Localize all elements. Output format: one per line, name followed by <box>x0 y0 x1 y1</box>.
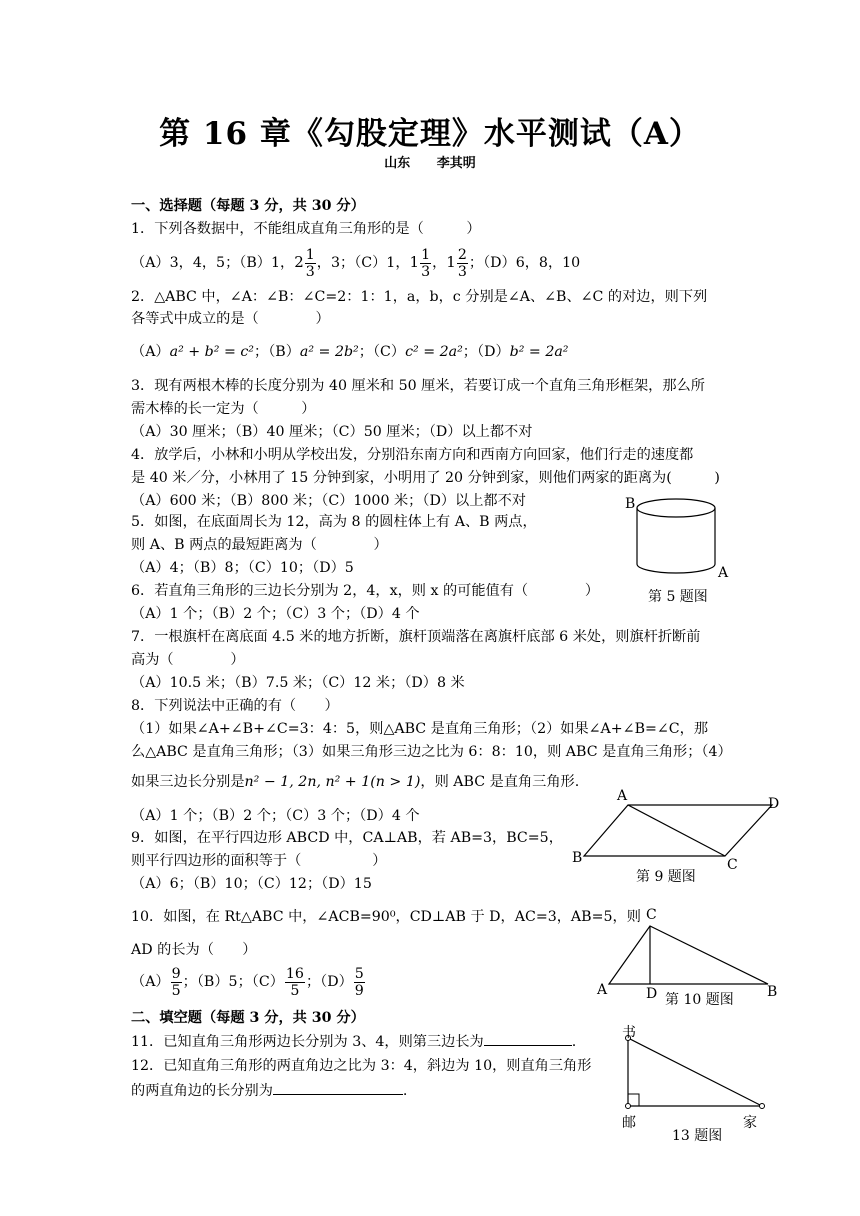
q8-line4 <box>131 772 579 792</box>
cylinder-figure <box>630 494 730 580</box>
q4-line1: 4．放学后，小林和小明从学校出发，分别沿东南方向和西南方向回家，他们行走的速度都 <box>131 447 694 463</box>
q2-opt-c: ；（C） <box>358 344 406 360</box>
q1-options <box>131 245 580 280</box>
fig10-label-c: C <box>646 907 657 923</box>
q12-answer-blank[interactable] <box>273 1080 403 1095</box>
q10-frac-c <box>285 966 305 999</box>
q1-frac3 <box>457 247 468 280</box>
q5-line3: （A）4；（B）8；（C）10；（D）5 <box>131 560 354 576</box>
q10-num-a: 9 <box>171 965 181 982</box>
q12-end: . <box>402 1083 408 1099</box>
q9-line1: 9．如图，在平行四边形 ABCD 中，CA⊥AB，若 AB=3，BC=5， <box>131 830 563 846</box>
q10-opt-d: ；（D） <box>305 974 353 990</box>
q4-line3: （A）600 米；（B）800 米；（C）1000 米；（D）以上都不对 <box>131 493 526 509</box>
q6-line2: （A）1 个；（B）2 个；（C）3 个；（D）4 个 <box>131 606 420 622</box>
q9-line2: 则平行四边形的面积等于（ ） <box>131 853 387 869</box>
q10-num-c: 16 <box>285 965 304 982</box>
q1-mid2: ， <box>432 255 447 271</box>
q5-line2: 则 A、B 两点的最短距离为（ ） <box>131 537 388 553</box>
q1-frac1 <box>305 247 316 280</box>
fig10-label-b: B <box>767 984 778 1000</box>
q5-line1: 5．如图，在底面周长为 12，高为 8 的圆柱体上有 A、B 两点， <box>131 514 537 530</box>
q11-end: . <box>571 1034 577 1050</box>
q10-line1: 10．如图，在 Rt△ABC 中，∠ACB=90⁰，CD⊥AB 于 D，AC=3，AB=5，则 <box>131 909 641 925</box>
q2-opt-b: ；（B） <box>254 344 300 360</box>
q8-line1: 8．下列说法中正确的有（ ） <box>131 698 339 714</box>
q11-text: 11．已知直角三角形两边长分别为 3、4，则第三边长为 <box>131 1034 484 1050</box>
q1-mid1: ，3；（C）1， <box>316 255 410 271</box>
fig5-caption: 第 5 题图 <box>648 589 708 605</box>
q1-whole1: 2 <box>294 253 304 271</box>
q10-opt-a: （A） <box>131 974 170 990</box>
q12-text: 的两直角边的长分别为 <box>131 1083 273 1099</box>
q1-frac2 <box>420 247 431 280</box>
map-triangle-figure <box>622 1034 772 1110</box>
q10-den-a: 5 <box>171 982 181 999</box>
q10-num-d: 5 <box>354 965 364 982</box>
parallelogram-figure <box>580 795 780 865</box>
fig10-label-a: A <box>597 982 608 998</box>
section-choice-heading: 一、选择题（每题 3 分，共 30 分） <box>131 198 365 214</box>
q2-line2: 各等式中成立的是（ ） <box>131 311 330 327</box>
q10-den-c: 5 <box>290 982 300 999</box>
fig9-label-c: C <box>727 857 738 873</box>
right-triangle-figure <box>605 922 775 986</box>
q10-opt-b: ；（B）5；（C） <box>182 974 284 990</box>
page-title: 第 16 章《勾股定理》水平测试（A） <box>159 116 701 152</box>
fig10-label-d: D <box>646 986 658 1002</box>
q2-expr-a: a² + b² = c² <box>169 344 254 360</box>
q8-line3: 么△ABC 是直角三角形；（3）如果三角形三边之比为 6：8：10，则 ABC 是直角三角形；（4） <box>131 744 732 760</box>
q6-line1: 6．若直角三角形的三边长分别为 2，4，x，则 x 的可能值有（ ） <box>131 583 600 599</box>
q2-options <box>131 342 569 362</box>
fig9-caption: 第 9 题图 <box>636 869 696 885</box>
q1-num2: 1 <box>421 246 431 263</box>
q10-frac-a <box>171 966 182 999</box>
q3-line2: 需木棒的长一定为（ ） <box>131 401 316 417</box>
q1-whole3: 1 <box>446 253 456 271</box>
q1-den1: 3 <box>305 263 315 280</box>
q4-line2: 是 40 米／分，小林用了 15 分钟到家，小明用了 20 分钟到家，则他们两家的距离为( ) <box>131 470 720 486</box>
q1-num3: 2 <box>457 246 467 263</box>
q2-opt-d: ；（D） <box>462 344 510 360</box>
q10-den-d: 9 <box>354 982 364 999</box>
q1-opt-text: （A）3，4，5；（B）1， <box>131 255 295 271</box>
author: 山东 李其明 <box>384 156 476 171</box>
q7-line3: （A）10.5 米；（B）7.5 米；（C）12 米；（D）8 米 <box>131 675 465 691</box>
q8-line5: （A）1 个；（B）2 个；（C）3 个；（D）4 个 <box>131 808 420 824</box>
q11-answer-blank[interactable] <box>484 1031 572 1046</box>
fig5-label-a: A <box>718 565 729 581</box>
q1-stem: 1．下列各数据中，不能组成直角三角形的是（ ） <box>131 221 481 237</box>
q1-den3: 3 <box>457 263 467 280</box>
q11-line <box>131 1031 576 1052</box>
q9-line3: （A）6；（B）10；（C）12；（D）15 <box>131 876 372 892</box>
fig13-label-top: 书 <box>622 1025 636 1041</box>
q10-options <box>131 964 366 1000</box>
fig10-caption: 第 10 题图 <box>665 992 734 1008</box>
fig9-label-b: B <box>572 850 583 866</box>
q8-line4b: ，则 ABC 是直角三角形. <box>420 774 580 790</box>
fig9-label-d: D <box>768 796 780 812</box>
q1-whole2: 1 <box>409 253 420 271</box>
q2-line1: 2．△ABC 中，∠A：∠B：∠C=2：1：1，a，b，c 分别是∠A、∠B、∠C 的对边，则下列 <box>131 289 708 305</box>
q7-line1: 7．一根旗杆在离底面 4.5 米的地方折断，旗杆顶端落在离旗杆底部 6 米处，则旗杆折断前 <box>131 629 701 645</box>
fig13-label-left: 邮 <box>622 1115 636 1131</box>
q1-num1: 1 <box>305 246 315 263</box>
q12-line1: 12．已知直角三角形的两直角边之比为 3：4，斜边为 10，则直角三角形 <box>131 1058 592 1074</box>
q3-line3: （A）30 厘米；（B）40 厘米；（C）50 厘米；（D）以上都不对 <box>131 424 533 440</box>
fig5-label-b: B <box>625 496 636 512</box>
q8-line4a: 如果三边长分别是 <box>131 774 245 790</box>
q2-expr-d: b² = 2a² <box>509 344 569 360</box>
q10-line2: AD 的长为（ ） <box>131 942 257 958</box>
q8-line2: （1）如果∠A+∠B+∠C=3：4：5，则△ABC 是直角三角形；（2）如果∠A+∠B=∠C，那 <box>131 721 709 737</box>
q7-line2: 高为（ ） <box>131 652 245 668</box>
q1-den2: 3 <box>421 263 431 280</box>
q3-line1: 3．现有两根木棒的长度分别为 40 厘米和 50 厘米，若要订成一个直角三角形框架，那么所 <box>131 378 705 394</box>
q10-frac-d <box>354 966 365 999</box>
q2-expr-c: c² = 2a² <box>405 344 463 360</box>
q1-end: ；（D）6，8，10 <box>468 255 581 271</box>
fig9-label-a: A <box>617 788 628 804</box>
fig13-label-right: 家 <box>743 1115 757 1131</box>
q2-expr-b: a² = 2b² <box>299 344 359 360</box>
q8-expr: n² − 1, 2n, n² + 1(n > 1) <box>244 774 421 790</box>
fig13-caption: 13 题图 <box>672 1128 723 1144</box>
q12-line2 <box>131 1080 407 1101</box>
q2-opt-a: （A） <box>131 344 170 360</box>
section-fill-heading: 二、填空题（每题 3 分，共 30 分） <box>131 1010 365 1026</box>
